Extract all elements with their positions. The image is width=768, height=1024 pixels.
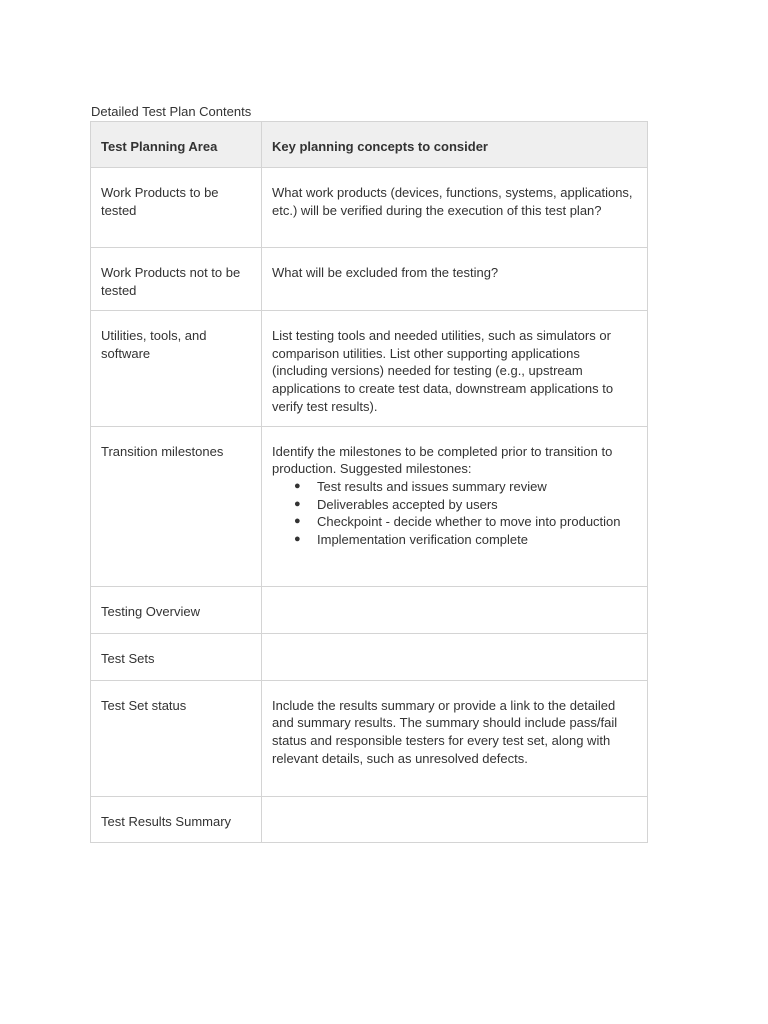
list-item-text: Checkpoint - decide whether to move into production [317,514,621,530]
area-cell: Test Sets [91,633,262,680]
concepts-cell: What work products (devices, functions, systems, applications, etc.) will be verified during the execution of this test plan? [262,168,648,248]
concepts-cell: List testing tools and needed utilities, such as simulators or comparison utilities. List other supporting applications (including versions) needed for testing (e.g., upstream applications to create test data, downstream applications to verify test results). [262,311,648,427]
concepts-intro: Identify the milestones to be completed prior to transition to production. Suggested milestones: [272,443,613,477]
table-row [91,586,648,633]
concepts-cell [262,586,648,633]
area-cell: Testing Overview [91,586,262,633]
concepts-cell [262,426,648,586]
area-cell: Work Products not to be tested [91,248,262,311]
table-row [91,680,648,796]
table-row [91,796,648,842]
header-key-planning-concepts: Key planning concepts to consider [262,122,648,168]
header-test-planning-area: Test Planning Area [91,122,262,168]
table-header-row [91,122,648,168]
area-cell: Transition milestones [91,426,262,586]
document-title: Detailed Test Plan Contents [91,104,252,119]
list-item-text: Deliverables accepted by users [317,496,498,512]
bullet-icon: ● [294,515,301,528]
concepts-cell: What will be excluded from the testing? [262,248,648,311]
list-item [294,478,638,496]
bullet-icon: ● [294,479,301,492]
list-item [294,513,638,531]
area-cell: Work Products to be tested [91,168,262,248]
area-cell: Test Results Summary [91,796,262,842]
concepts-cell [262,633,648,680]
table-row [91,426,648,586]
list-item [294,531,638,549]
list-item [294,496,638,514]
bullet-icon: ● [294,497,301,510]
list-item-text: Implementation verification complete [317,532,528,548]
test-plan-table [90,121,648,843]
table-row [91,633,648,680]
table-row [91,311,648,427]
table-row [91,168,648,248]
milestone-list [272,478,638,549]
concepts-cell [262,796,648,842]
table-row [91,248,648,311]
area-cell: Test Set status [91,680,262,796]
concepts-cell: Include the results summary or provide a link to the detailed and summary results. The summary should include pass/fail status and responsible testers for every test set, along with relevant details, such as unresolved defects. [262,680,648,796]
area-cell: Utilities, tools, and software [91,311,262,427]
list-item-text: Test results and issues summary review [317,478,547,494]
bullet-icon: ● [294,533,301,546]
